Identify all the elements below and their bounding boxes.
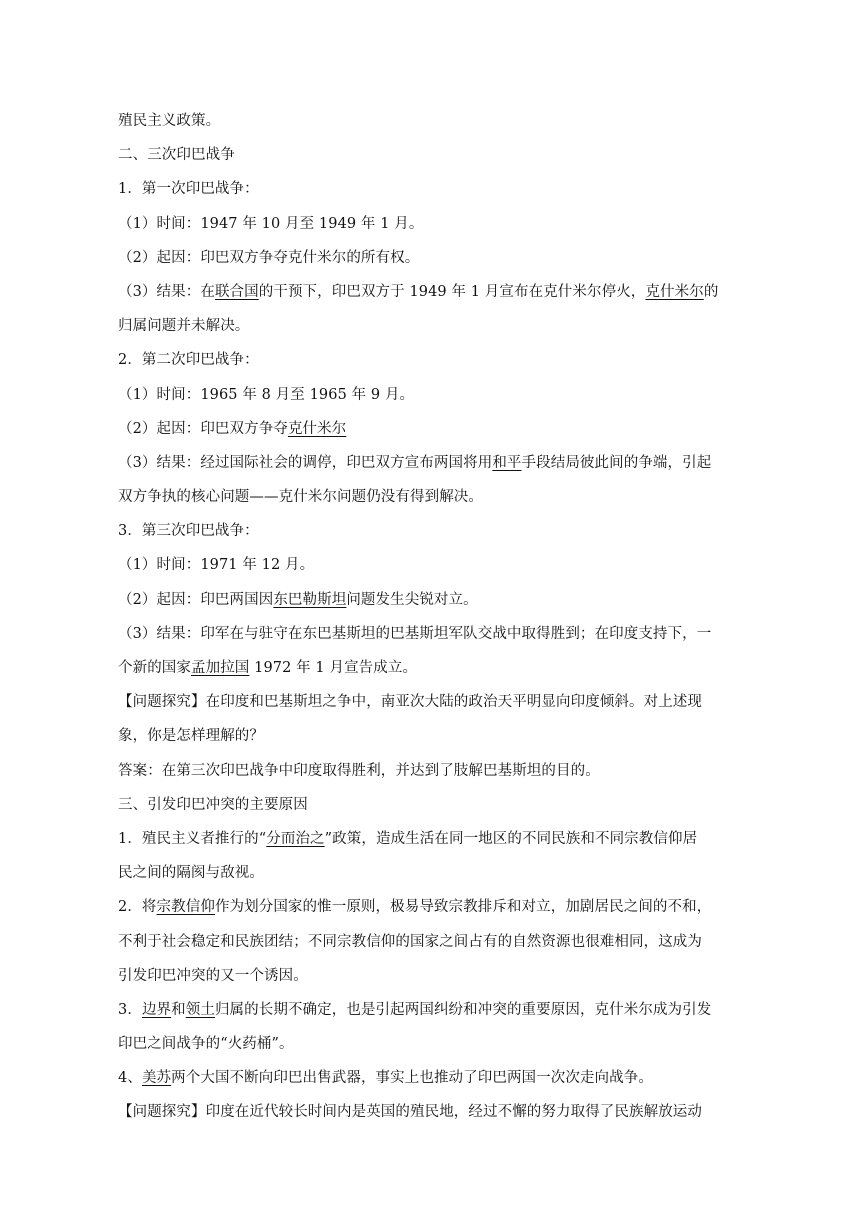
text-line: 不利于社会稳定和民族团结；不同宗教信仰的国家之间占有的自然资源也很难相同，这成为	[118, 933, 702, 950]
underlined-term: 克什米尔	[287, 420, 347, 437]
document-page	[118, 112, 748, 1138]
text-segment: 1．殖民主义者推行的“	[118, 830, 267, 847]
text-segment: 手段结局彼此间的争端，引起	[521, 454, 712, 471]
text-line	[118, 420, 748, 438]
underlined-term: 美苏	[141, 1070, 172, 1087]
underlined-term: 领土	[185, 1001, 215, 1018]
text-segment: 问题发生尖锐对立。	[346, 591, 478, 608]
answer-line: 答案：在第三次印巴战争中印度取得胜利，并达到了肢解巴基斯坦的目的。	[118, 762, 600, 779]
text-line	[118, 591, 748, 609]
text-segment: （2）起因：印巴双方争夺	[118, 420, 288, 437]
text-segment: 1972 年 1 月宣告成立。	[249, 660, 418, 676]
text-segment: （2）起因：印巴两国因	[118, 591, 274, 608]
text-line: 引发印巴冲突的又一个诱因。	[118, 967, 308, 984]
text-segment: 4、	[118, 1070, 142, 1087]
text-segment: （3）结果：经过国际社会的调停，印巴双方宣布两国将用	[118, 454, 493, 471]
text-line	[118, 830, 748, 848]
question-line: 象，你是怎样理解的？	[118, 728, 264, 745]
text-segment: 和	[171, 1001, 186, 1018]
text-segment: 2．将	[118, 899, 157, 916]
text-segment: 归属的长期不确定，也是引起两国纠纷和冲突的重要原因，克什米尔成为引发	[214, 1001, 712, 1018]
question-line: 【问题探究】印度在近代较长时间内是英国的殖民地，经过不懈的努力取得了民族解放运动	[118, 1104, 702, 1121]
subheading: 2．第二次印巴战争：	[118, 352, 259, 369]
question-line: 【问题探究】在印度和巴基斯坦之争中，南亚次大陆的政治天平明显向印度倾斜。对上述现	[118, 694, 702, 711]
text-segment: 的	[703, 283, 719, 300]
text-line: 双方争执的核心问题——克什米尔问题仍没有得到解决。	[118, 489, 483, 506]
underlined-term: 边界	[141, 1001, 172, 1018]
text-segment: ”政策，造成生活在同一地区的不同民族和不同宗教信仰居	[324, 830, 698, 847]
section-heading: 三、引发印巴冲突的主要原因	[118, 796, 308, 813]
subheading: 3．第三次印巴战争：	[118, 523, 259, 540]
underlined-term: 联合国	[214, 283, 259, 300]
text-line	[118, 898, 748, 916]
text-segment: 两个大国不断向印巴出售武器，事实上也推动了印巴两国一次次走向战争。	[171, 1070, 653, 1087]
underlined-term: 和平	[492, 454, 522, 471]
underlined-term: 东巴勒斯坦	[273, 591, 347, 608]
underlined-term: 分而治之	[266, 830, 325, 847]
text-line	[118, 454, 748, 472]
text-line: （1）时间：1965 年 8 月至 1965 年 9 月。	[118, 386, 415, 403]
subheading: 1．第一次印巴战争：	[118, 181, 259, 198]
text-segment: 3．	[118, 1001, 142, 1018]
text-line: （1）时间：1947 年 10 月至 1949 年 1 月。	[118, 215, 424, 232]
text-segment: 个新的国家	[118, 660, 191, 676]
text-segment: （3）结果：在	[118, 283, 215, 300]
text-line	[118, 659, 748, 677]
text-line: 殖民主义政策。	[118, 113, 221, 129]
text-line	[118, 283, 748, 301]
underlined-term: 宗教信仰	[156, 899, 215, 916]
text-line	[118, 1069, 748, 1087]
underlined-term: 克什米尔	[645, 283, 704, 300]
section-heading: 二、三次印巴战争	[118, 147, 235, 164]
text-line: 印巴之间战争的“火药桶”。	[118, 1036, 294, 1053]
text-segment: 作为划分国家的惟一原则，极易导致宗教排斥和对立，加剧居民之间的不和，	[214, 899, 712, 916]
text-line: （2）起因：印巴双方争夺克什米尔的所有权。	[118, 249, 420, 266]
underlined-term: 孟加拉国	[191, 660, 250, 676]
text-line: （1）时间：1971 年 12 月。	[118, 557, 315, 574]
text-line	[118, 1001, 748, 1019]
text-line: （3）结果：印军在与驻守在东巴基斯坦的巴基斯坦军队交战中取得胜到；在印度支持下，一	[118, 625, 712, 642]
text-segment: 的干预下，印巴双方于 1949 年 1 月宣布在克什米尔停火，	[258, 283, 646, 300]
text-line: 归属问题并未解决。	[118, 318, 250, 335]
text-line: 民之间的隔阂与敌视。	[118, 865, 264, 882]
